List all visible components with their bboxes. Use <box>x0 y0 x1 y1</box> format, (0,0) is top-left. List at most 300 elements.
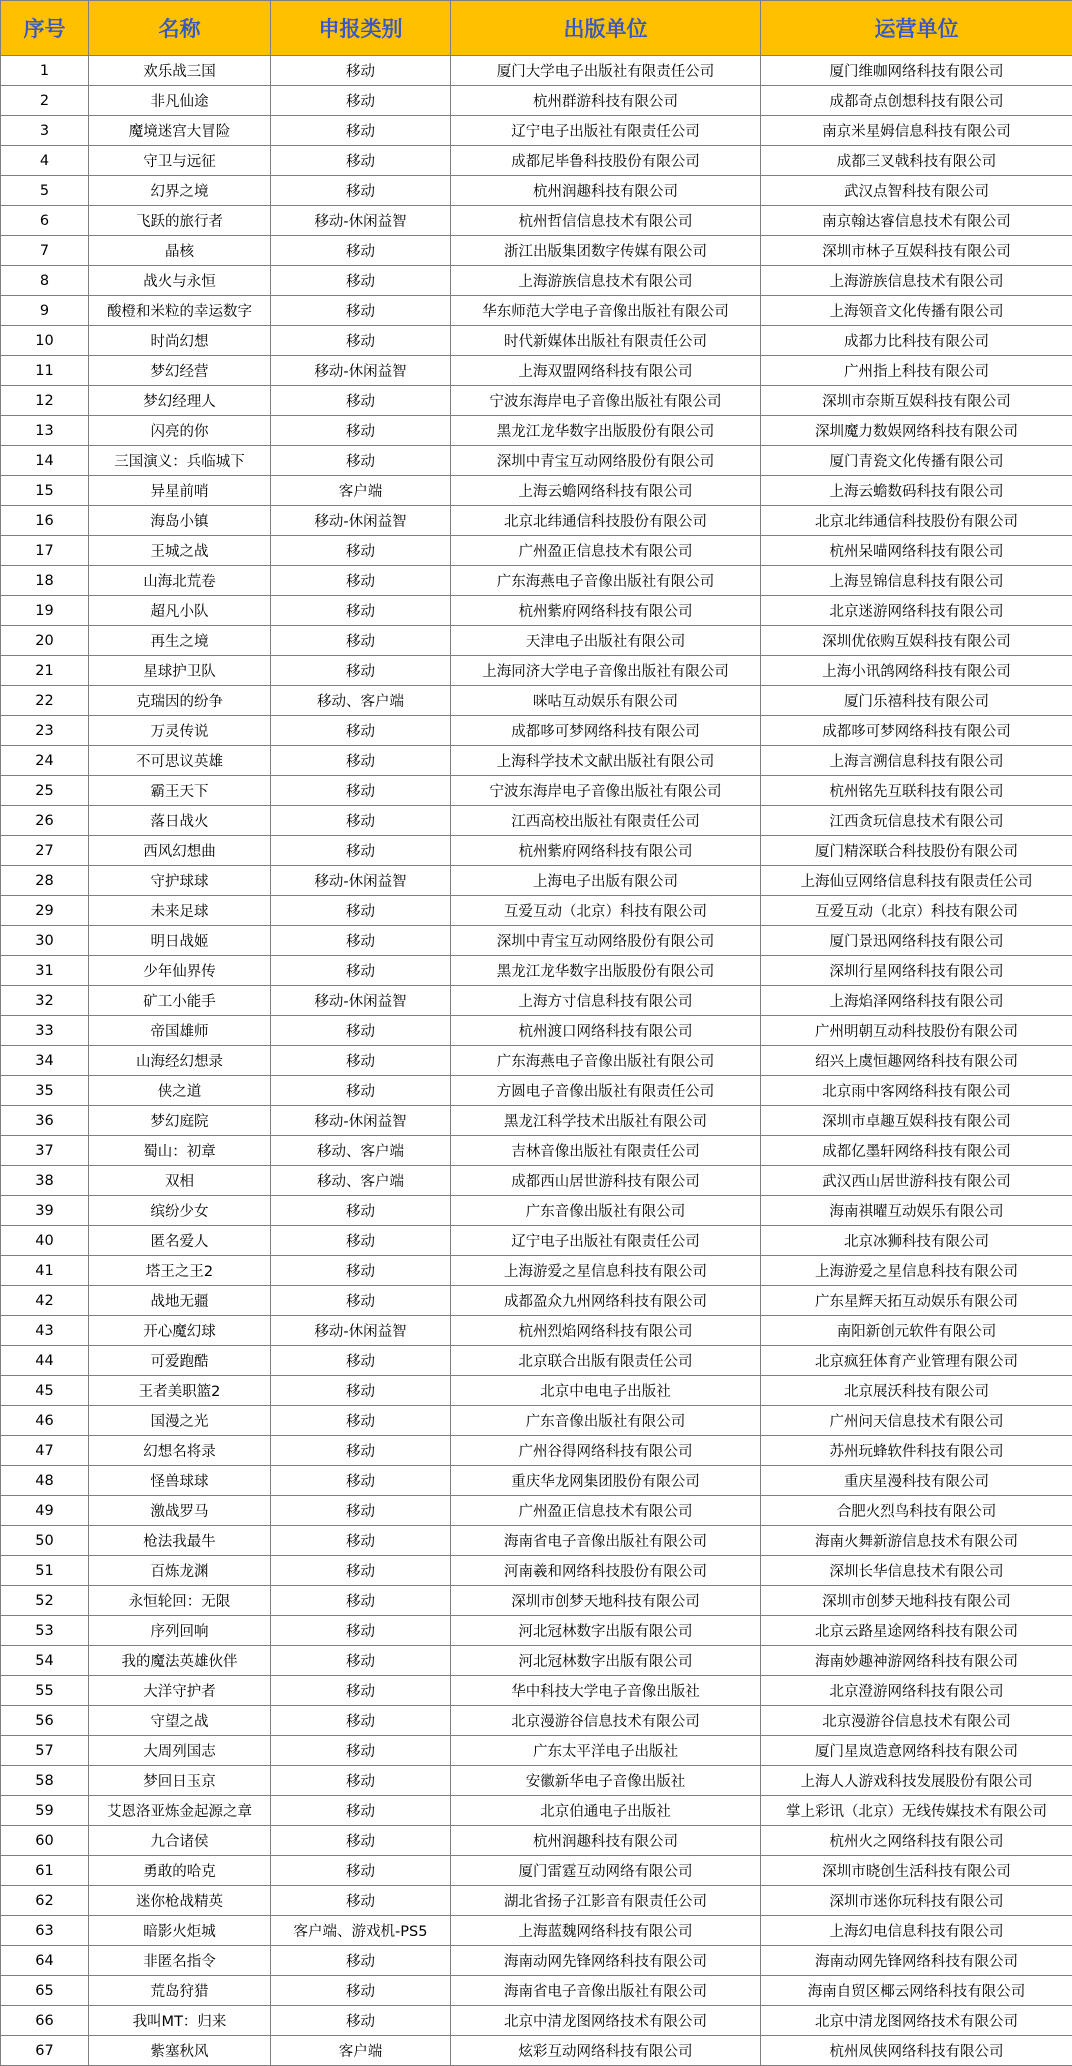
cell-name: 万灵传说 <box>89 716 271 746</box>
cell-operator: 南京翰达睿信息技术有限公司 <box>761 206 1072 236</box>
cell-index: 59 <box>1 1796 89 1826</box>
cell-index: 51 <box>1 1556 89 1586</box>
table-row <box>1 986 1072 1016</box>
cell-category: 移动 <box>271 386 451 416</box>
cell-name: 战火与永恒 <box>89 266 271 296</box>
cell-index: 7 <box>1 236 89 266</box>
cell-category: 移动、客户端 <box>271 1136 451 1166</box>
cell-category: 移动 <box>271 806 451 836</box>
cell-category: 移动-休闲益智 <box>271 1316 451 1346</box>
table-row <box>1 1886 1072 1916</box>
cell-index: 31 <box>1 956 89 986</box>
cell-category: 移动 <box>271 1556 451 1586</box>
cell-operator: 成都力比科技有限公司 <box>761 326 1072 356</box>
cell-name: 枪法我最牛 <box>89 1526 271 1556</box>
table-row <box>1 1406 1072 1436</box>
table-row <box>1 1736 1072 1766</box>
table-row <box>1 626 1072 656</box>
cell-index: 35 <box>1 1076 89 1106</box>
cell-name: 暗影火炬城 <box>89 1916 271 1946</box>
cell-name: 勇敢的哈克 <box>89 1856 271 1886</box>
cell-operator: 成都三叉戟科技有限公司 <box>761 146 1072 176</box>
cell-index: 12 <box>1 386 89 416</box>
cell-category: 移动 <box>271 236 451 266</box>
table-row <box>1 836 1072 866</box>
cell-publisher: 上海科学技术文献出版社有限公司 <box>451 746 761 776</box>
cell-name: 异星前哨 <box>89 476 271 506</box>
table-row <box>1 926 1072 956</box>
cell-name: 大周列国志 <box>89 1736 271 1766</box>
cell-index: 1 <box>1 56 89 86</box>
table-row <box>1 1226 1072 1256</box>
cell-publisher: 咪咕互动娱乐有限公司 <box>451 686 761 716</box>
cell-publisher: 成都西山居世游科技有限公司 <box>451 1166 761 1196</box>
cell-operator: 北京疯狂体育产业管理有限公司 <box>761 1346 1072 1376</box>
cell-index: 44 <box>1 1346 89 1376</box>
cell-category: 移动 <box>271 2006 451 2036</box>
cell-operator: 深圳优依购互娱科技有限公司 <box>761 626 1072 656</box>
header-row <box>1 1 1072 56</box>
cell-publisher: 北京联合出版有限责任公司 <box>451 1346 761 1376</box>
cell-publisher: 厦门大学电子出版社有限责任公司 <box>451 56 761 86</box>
table-row <box>1 1796 1072 1826</box>
table-row <box>1 1946 1072 1976</box>
cell-operator: 海南自贸区椰云网络科技有限公司 <box>761 1976 1072 2006</box>
cell-publisher: 辽宁电子出版社有限责任公司 <box>451 116 761 146</box>
cell-index: 13 <box>1 416 89 446</box>
cell-operator: 南京米星姆信息科技有限公司 <box>761 116 1072 146</box>
cell-publisher: 炫彩互动网络科技有限公司 <box>451 2036 761 2066</box>
table-row <box>1 1616 1072 1646</box>
table-row <box>1 1706 1072 1736</box>
cell-name: 少年仙界传 <box>89 956 271 986</box>
cell-category: 移动 <box>271 296 451 326</box>
cell-category: 移动 <box>271 86 451 116</box>
cell-name: 不可思议英雄 <box>89 746 271 776</box>
cell-index: 14 <box>1 446 89 476</box>
table-row <box>1 686 1072 716</box>
cell-category: 移动 <box>271 1226 451 1256</box>
cell-index: 3 <box>1 116 89 146</box>
cell-category: 移动 <box>271 326 451 356</box>
cell-publisher: 杭州润趣科技有限公司 <box>451 176 761 206</box>
cell-publisher: 重庆华龙网集团股份有限公司 <box>451 1466 761 1496</box>
cell-category: 移动 <box>271 1886 451 1916</box>
table-row <box>1 356 1072 386</box>
cell-operator: 深圳市林子互娱科技有限公司 <box>761 236 1072 266</box>
table-row <box>1 176 1072 206</box>
table-row <box>1 1496 1072 1526</box>
cell-index: 22 <box>1 686 89 716</box>
table-row <box>1 1256 1072 1286</box>
table-row <box>1 1136 1072 1166</box>
cell-name: 塔王之王2 <box>89 1256 271 1286</box>
table-header <box>1 1 1072 56</box>
cell-index: 65 <box>1 1976 89 2006</box>
cell-operator: 北京中清龙图网络技术有限公司 <box>761 2006 1072 2036</box>
cell-operator: 深圳行星网络科技有限公司 <box>761 956 1072 986</box>
cell-operator: 厦门景迅网络科技有限公司 <box>761 926 1072 956</box>
table-row <box>1 1586 1072 1616</box>
cell-category: 移动 <box>271 956 451 986</box>
cell-name: 山海经幻想录 <box>89 1046 271 1076</box>
cell-operator: 深圳市奈斯互娱科技有限公司 <box>761 386 1072 416</box>
cell-index: 67 <box>1 2036 89 2066</box>
cell-operator: 武汉点智科技有限公司 <box>761 176 1072 206</box>
cell-category: 移动 <box>271 116 451 146</box>
table-row <box>1 1676 1072 1706</box>
cell-operator: 杭州火之网络科技有限公司 <box>761 1826 1072 1856</box>
cell-category: 移动 <box>271 896 451 926</box>
cell-category: 移动-休闲益智 <box>271 986 451 1016</box>
cell-category: 移动 <box>271 1616 451 1646</box>
cell-name: 开心魔幻球 <box>89 1316 271 1346</box>
cell-category: 移动 <box>271 1946 451 1976</box>
cell-publisher: 北京漫游谷信息技术有限公司 <box>451 1706 761 1736</box>
cell-operator: 上海游爱之星信息科技有限公司 <box>761 1256 1072 1286</box>
cell-category: 移动 <box>271 1256 451 1286</box>
cell-name: 百炼龙渊 <box>89 1556 271 1586</box>
cell-operator: 厦门乐禧科技有限公司 <box>761 686 1072 716</box>
cell-name: 艾恩洛亚炼金起源之章 <box>89 1796 271 1826</box>
cell-category: 移动 <box>271 536 451 566</box>
cell-operator: 合肥火烈鸟科技有限公司 <box>761 1496 1072 1526</box>
cell-operator: 成都奇点创想科技有限公司 <box>761 86 1072 116</box>
cell-publisher: 广州谷得网络科技有限公司 <box>451 1436 761 1466</box>
cell-publisher: 北京伯通电子出版社 <box>451 1796 761 1826</box>
cell-name: 紫塞秋风 <box>89 2036 271 2066</box>
cell-index: 17 <box>1 536 89 566</box>
cell-name: 匿名爱人 <box>89 1226 271 1256</box>
cell-publisher: 广东音像出版社有限公司 <box>451 1196 761 1226</box>
cell-publisher: 上海云蟾网络科技有限公司 <box>451 476 761 506</box>
cell-operator: 北京雨中客网络科技有限公司 <box>761 1076 1072 1106</box>
cell-publisher: 上海方寸信息科技有限公司 <box>451 986 761 1016</box>
table-row <box>1 86 1072 116</box>
table-row <box>1 1826 1072 1856</box>
cell-name: 王者美职篮2 <box>89 1376 271 1406</box>
cell-publisher: 广东海燕电子音像出版社有限公司 <box>451 566 761 596</box>
cell-index: 5 <box>1 176 89 206</box>
header-name: 名称 <box>89 1 271 56</box>
cell-name: 梦回日玉京 <box>89 1766 271 1796</box>
header-operator: 运营单位 <box>761 1 1072 56</box>
cell-operator: 海南火舞新游信息技术有限公司 <box>761 1526 1072 1556</box>
cell-name: 超凡小队 <box>89 596 271 626</box>
cell-index: 27 <box>1 836 89 866</box>
cell-category: 移动 <box>271 926 451 956</box>
cell-publisher: 杭州群游科技有限公司 <box>451 86 761 116</box>
cell-publisher: 黑龙江龙华数字出版股份有限公司 <box>451 956 761 986</box>
cell-index: 33 <box>1 1016 89 1046</box>
cell-category: 移动 <box>271 776 451 806</box>
cell-operator: 深圳市迷你玩科技有限公司 <box>761 1886 1072 1916</box>
table-row <box>1 1196 1072 1226</box>
cell-category: 移动 <box>271 266 451 296</box>
cell-publisher: 深圳中青宝互动网络股份有限公司 <box>451 926 761 956</box>
cell-name: 荒岛狩猎 <box>89 1976 271 2006</box>
cell-operator: 上海仙豆网络信息科技有限责任公司 <box>761 866 1072 896</box>
cell-operator: 厦门青瓷文化传播有限公司 <box>761 446 1072 476</box>
cell-operator: 上海幻电信息科技有限公司 <box>761 1916 1072 1946</box>
cell-index: 25 <box>1 776 89 806</box>
cell-category: 移动、客户端 <box>271 1166 451 1196</box>
cell-name: 激战罗马 <box>89 1496 271 1526</box>
table-row <box>1 206 1072 236</box>
cell-name: 明日战姬 <box>89 926 271 956</box>
cell-index: 2 <box>1 86 89 116</box>
cell-index: 57 <box>1 1736 89 1766</box>
cell-name: 侠之道 <box>89 1076 271 1106</box>
cell-category: 移动 <box>271 1496 451 1526</box>
cell-publisher: 互爱互动（北京）科技有限公司 <box>451 896 761 926</box>
cell-category: 移动 <box>271 1586 451 1616</box>
cell-name: 欢乐战三国 <box>89 56 271 86</box>
cell-category: 移动-休闲益智 <box>271 506 451 536</box>
cell-publisher: 广东海燕电子音像出版社有限公司 <box>451 1046 761 1076</box>
cell-index: 55 <box>1 1676 89 1706</box>
cell-operator: 上海焰泽网络科技有限公司 <box>761 986 1072 1016</box>
table-body <box>1 56 1072 2066</box>
cell-index: 32 <box>1 986 89 1016</box>
table-row <box>1 596 1072 626</box>
cell-index: 64 <box>1 1946 89 1976</box>
cell-operator: 重庆星漫科技有限公司 <box>761 1466 1072 1496</box>
table-row <box>1 1166 1072 1196</box>
cell-category: 移动 <box>271 446 451 476</box>
cell-publisher: 成都盈众九州网络科技有限公司 <box>451 1286 761 1316</box>
table-row <box>1 386 1072 416</box>
cell-category: 移动 <box>271 1376 451 1406</box>
cell-name: 未来足球 <box>89 896 271 926</box>
cell-publisher: 广东太平洋电子出版社 <box>451 1736 761 1766</box>
cell-publisher: 天津电子出版社有限公司 <box>451 626 761 656</box>
cell-publisher: 广东音像出版社有限公司 <box>451 1406 761 1436</box>
cell-index: 45 <box>1 1376 89 1406</box>
cell-name: 守卫与远征 <box>89 146 271 176</box>
cell-name: 梦幻经理人 <box>89 386 271 416</box>
cell-operator: 江西贪玩信息技术有限公司 <box>761 806 1072 836</box>
cell-publisher: 时代新媒体出版社有限责任公司 <box>451 326 761 356</box>
cell-publisher: 深圳中青宝互动网络股份有限公司 <box>451 446 761 476</box>
cell-category: 移动 <box>271 1016 451 1046</box>
cell-name: 王城之战 <box>89 536 271 566</box>
cell-category: 移动-休闲益智 <box>271 1106 451 1136</box>
cell-name: 非凡仙途 <box>89 86 271 116</box>
cell-name: 星球护卫队 <box>89 656 271 686</box>
cell-category: 移动 <box>271 1646 451 1676</box>
cell-category: 移动 <box>271 1826 451 1856</box>
cell-index: 47 <box>1 1436 89 1466</box>
cell-operator: 广州明朝互动科技股份有限公司 <box>761 1016 1072 1046</box>
cell-name: 我的魔法英雄伙伴 <box>89 1646 271 1676</box>
cell-category: 移动、客户端 <box>271 686 451 716</box>
cell-publisher: 浙江出版集团数字传媒有限公司 <box>451 236 761 266</box>
cell-category: 移动 <box>271 1766 451 1796</box>
cell-index: 42 <box>1 1286 89 1316</box>
table-row <box>1 266 1072 296</box>
cell-name: 梦幻庭院 <box>89 1106 271 1136</box>
cell-index: 23 <box>1 716 89 746</box>
table-row <box>1 236 1072 266</box>
cell-name: 怪兽球球 <box>89 1466 271 1496</box>
cell-operator: 上海昱锦信息科技有限公司 <box>761 566 1072 596</box>
cell-index: 48 <box>1 1466 89 1496</box>
cell-index: 49 <box>1 1496 89 1526</box>
cell-category: 移动 <box>271 1436 451 1466</box>
cell-category: 移动 <box>271 416 451 446</box>
cell-operator: 深圳魔力数娱网络科技有限公司 <box>761 416 1072 446</box>
cell-operator: 深圳市卓趣互娱科技有限公司 <box>761 1106 1072 1136</box>
cell-publisher: 湖北省扬子江影音有限责任公司 <box>451 1886 761 1916</box>
cell-name: 幻想名将录 <box>89 1436 271 1466</box>
table-row <box>1 506 1072 536</box>
cell-publisher: 安徽新华电子音像出版社 <box>451 1766 761 1796</box>
cell-index: 11 <box>1 356 89 386</box>
cell-index: 50 <box>1 1526 89 1556</box>
cell-operator: 苏州玩蜂软件科技有限公司 <box>761 1436 1072 1466</box>
cell-name: 再生之境 <box>89 626 271 656</box>
cell-index: 38 <box>1 1166 89 1196</box>
cell-publisher: 杭州哲信信息技术有限公司 <box>451 206 761 236</box>
cell-publisher: 方圆电子音像出版社有限责任公司 <box>451 1076 761 1106</box>
cell-name: 酸橙和米粒的幸运数字 <box>89 296 271 326</box>
cell-index: 9 <box>1 296 89 326</box>
cell-operator: 深圳长华信息技术有限公司 <box>761 1556 1072 1586</box>
cell-name: 西风幻想曲 <box>89 836 271 866</box>
cell-index: 62 <box>1 1886 89 1916</box>
table-row <box>1 1076 1072 1106</box>
cell-operator: 深圳市晓创生活科技有限公司 <box>761 1856 1072 1886</box>
cell-category: 移动 <box>271 1346 451 1376</box>
cell-category: 移动 <box>271 176 451 206</box>
cell-name: 我叫MT：归来 <box>89 2006 271 2036</box>
cell-operator: 南阳新创元软件有限公司 <box>761 1316 1072 1346</box>
table-row <box>1 1856 1072 1886</box>
cell-name: 蜀山：初章 <box>89 1136 271 1166</box>
cell-name: 双相 <box>89 1166 271 1196</box>
cell-operator: 成都哆可梦网络科技有限公司 <box>761 716 1072 746</box>
cell-index: 34 <box>1 1046 89 1076</box>
table-row <box>1 866 1072 896</box>
table-row <box>1 116 1072 146</box>
cell-publisher: 海南动网先锋网络科技有限公司 <box>451 1946 761 1976</box>
table-row <box>1 1046 1072 1076</box>
table-row <box>1 956 1072 986</box>
cell-name: 九合诸侯 <box>89 1826 271 1856</box>
cell-publisher: 厦门雷霆互动网络有限公司 <box>451 1856 761 1886</box>
cell-category: 移动 <box>271 1706 451 1736</box>
cell-name: 序列回响 <box>89 1616 271 1646</box>
cell-category: 移动 <box>271 146 451 176</box>
cell-name: 国漫之光 <box>89 1406 271 1436</box>
cell-operator: 海南妙趣神游网络科技有限公司 <box>761 1646 1072 1676</box>
cell-index: 19 <box>1 596 89 626</box>
cell-index: 36 <box>1 1106 89 1136</box>
cell-publisher: 北京中电电子出版社 <box>451 1376 761 1406</box>
cell-name: 魔境迷宫大冒险 <box>89 116 271 146</box>
table-row <box>1 566 1072 596</box>
cell-category: 移动 <box>271 1736 451 1766</box>
cell-index: 26 <box>1 806 89 836</box>
cell-operator: 成都亿墨轩网络科技有限公司 <box>761 1136 1072 1166</box>
cell-operator: 上海云蟾数码科技有限公司 <box>761 476 1072 506</box>
cell-name: 落日战火 <box>89 806 271 836</box>
cell-publisher: 上海同济大学电子音像出版社有限公司 <box>451 656 761 686</box>
cell-name: 闪亮的你 <box>89 416 271 446</box>
cell-category: 移动 <box>271 1196 451 1226</box>
cell-category: 移动-休闲益智 <box>271 206 451 236</box>
cell-name: 海岛小镇 <box>89 506 271 536</box>
cell-operator: 广东星辉天拓互动娱乐有限公司 <box>761 1286 1072 1316</box>
cell-operator: 广州问天信息技术有限公司 <box>761 1406 1072 1436</box>
cell-index: 29 <box>1 896 89 926</box>
cell-index: 15 <box>1 476 89 506</box>
cell-index: 28 <box>1 866 89 896</box>
table-row <box>1 1376 1072 1406</box>
cell-name: 守护球球 <box>89 866 271 896</box>
cell-category: 移动 <box>271 56 451 86</box>
cell-publisher: 成都哆可梦网络科技有限公司 <box>451 716 761 746</box>
table-row <box>1 806 1072 836</box>
table-row <box>1 1976 1072 2006</box>
cell-operator: 广州指上科技有限公司 <box>761 356 1072 386</box>
table-row <box>1 746 1072 776</box>
cell-category: 移动 <box>271 1526 451 1556</box>
table-row <box>1 2006 1072 2036</box>
cell-operator: 互爱互动（北京）科技有限公司 <box>761 896 1072 926</box>
cell-index: 21 <box>1 656 89 686</box>
cell-name: 山海北荒卷 <box>89 566 271 596</box>
cell-index: 4 <box>1 146 89 176</box>
cell-publisher: 黑龙江龙华数字出版股份有限公司 <box>451 416 761 446</box>
cell-publisher: 杭州渡口网络科技有限公司 <box>451 1016 761 1046</box>
cell-operator: 掌上彩讯（北京）无线传媒技术有限公司 <box>761 1796 1072 1826</box>
cell-category: 移动 <box>271 596 451 626</box>
cell-publisher: 华东师范大学电子音像出版社有限公司 <box>451 296 761 326</box>
cell-category: 移动 <box>271 1406 451 1436</box>
cell-publisher: 宁波东海岸电子音像出版社有限公司 <box>451 776 761 806</box>
cell-publisher: 江西高校出版社有限责任公司 <box>451 806 761 836</box>
cell-publisher: 宁波东海岸电子音像出版社有限公司 <box>451 386 761 416</box>
cell-index: 37 <box>1 1136 89 1166</box>
cell-name: 晶核 <box>89 236 271 266</box>
cell-operator: 北京北纬通信科技股份有限公司 <box>761 506 1072 536</box>
cell-index: 8 <box>1 266 89 296</box>
cell-publisher: 黑龙江科学技术出版社有限公司 <box>451 1106 761 1136</box>
cell-index: 40 <box>1 1226 89 1256</box>
table-row <box>1 1466 1072 1496</box>
cell-operator: 北京冰狮科技有限公司 <box>761 1226 1072 1256</box>
cell-index: 30 <box>1 926 89 956</box>
cell-operator: 杭州呆喵网络科技有限公司 <box>761 536 1072 566</box>
cell-index: 66 <box>1 2006 89 2036</box>
cell-name: 非匿名指令 <box>89 1946 271 1976</box>
cell-name: 梦幻经营 <box>89 356 271 386</box>
cell-operator: 厦门星岚造意网络科技有限公司 <box>761 1736 1072 1766</box>
cell-index: 20 <box>1 626 89 656</box>
cell-category: 移动 <box>271 1676 451 1706</box>
cell-operator: 北京展沃科技有限公司 <box>761 1376 1072 1406</box>
table-row <box>1 1286 1072 1316</box>
cell-name: 幻界之境 <box>89 176 271 206</box>
table-row <box>1 1526 1072 1556</box>
cell-publisher: 上海电子出版有限公司 <box>451 866 761 896</box>
cell-publisher: 杭州紫府网络科技有限公司 <box>451 836 761 866</box>
header-category: 申报类别 <box>271 1 451 56</box>
cell-index: 56 <box>1 1706 89 1736</box>
cell-category: 移动 <box>271 566 451 596</box>
